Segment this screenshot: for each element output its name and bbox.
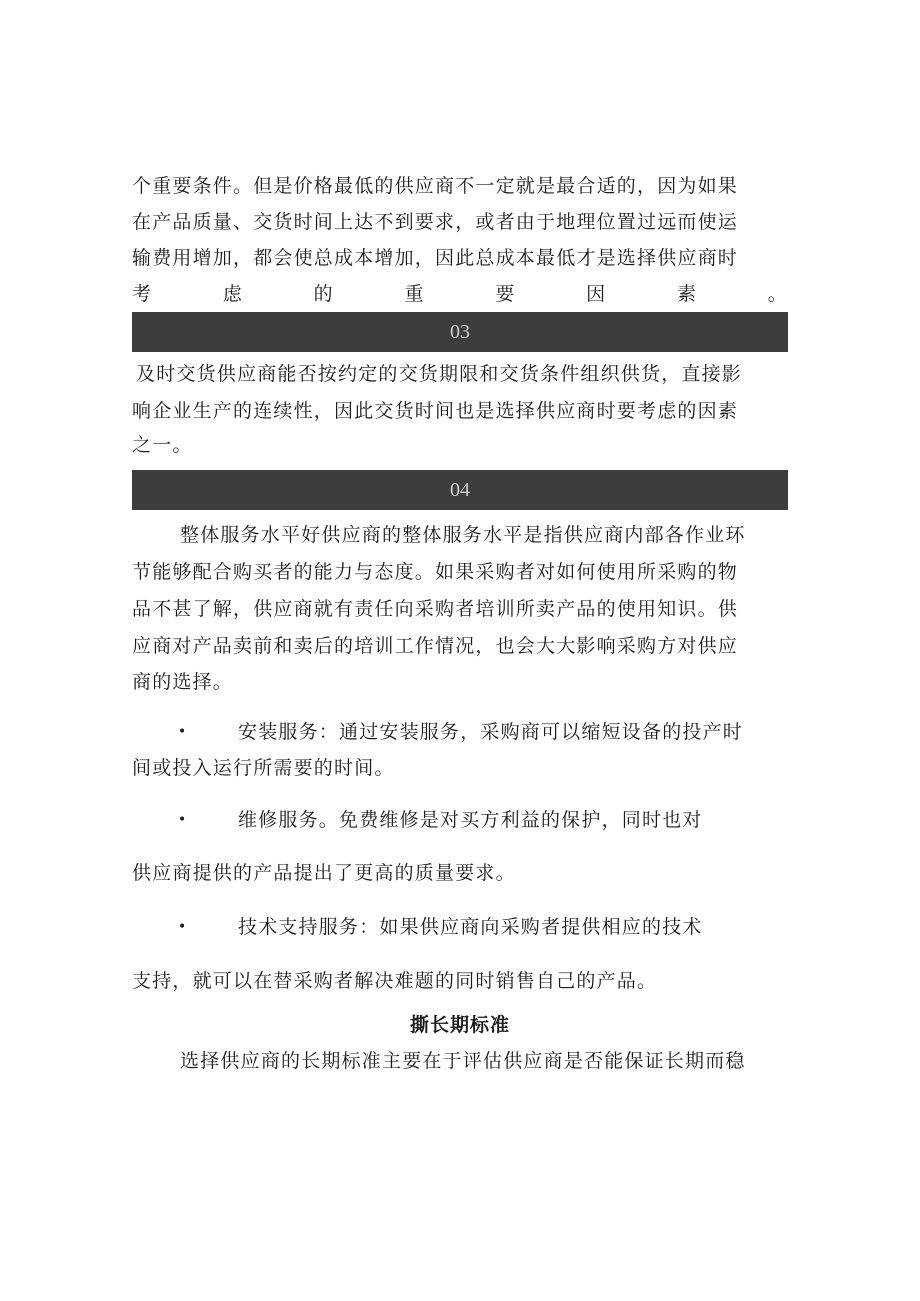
document-page bbox=[132, 170, 788, 1077]
text-line: 品不甚了解，供应商就有责任向采购者培训所卖产品的使用知识。供 bbox=[132, 598, 739, 620]
text-line: 应商对产品卖前和卖后的培训工作情况，也会大大影响采购方对供应 bbox=[132, 635, 739, 657]
text-line: 节能够配合购买者的能力与态度。如果采购者对如何使用所采购的物 bbox=[132, 561, 739, 583]
char: 的 bbox=[313, 283, 334, 305]
char: 。 bbox=[767, 283, 788, 305]
text-line: 之一。 bbox=[132, 434, 193, 456]
char: 素 bbox=[676, 283, 698, 305]
section-bar-03: 03 bbox=[132, 312, 788, 352]
text-line: 支持，就可以在替采购者解决难题的同时销售自己的产品。 bbox=[132, 970, 658, 992]
text-line: 选择供应商的长期标准主要在于评估供应商是否能保证长期而稳 bbox=[180, 1050, 746, 1072]
paragraph-delivery bbox=[132, 358, 788, 461]
text-line: 及时交货供应商能否按约定的交货期限和交货条件组织供货，直接影 bbox=[136, 363, 743, 385]
char: 因 bbox=[586, 283, 607, 305]
bullet-tech-support bbox=[132, 911, 788, 997]
text-line: 供应商提供的产品提出了更高的质量要求。 bbox=[132, 862, 516, 884]
text-line: 在产品质量、交货时间上达不到要求，或者由于地理位置过远而使运 bbox=[132, 211, 739, 233]
text-line: 个重要条件。但是价格最低的供应商不一定就是最合适的，因为如果 bbox=[132, 175, 739, 197]
bullet-text: 技术支持服务：如果供应商向采购者提供相应的技术 bbox=[238, 916, 703, 938]
bullet-text: 安装服务：通过安装服务，采购商可以缩短设备的投产时 bbox=[238, 721, 744, 743]
text-line-justified bbox=[132, 278, 788, 310]
text-line: 响企业生产的连续性，因此交货时间也是选择供应商时要考虑的因素 bbox=[132, 400, 739, 422]
bullet-text: 维修服务。免费维修是对买方利益的保护，同时也对 bbox=[238, 809, 703, 831]
bullet-icon: • bbox=[178, 724, 188, 740]
paragraph-long-term bbox=[132, 1045, 788, 1077]
text-line: 间或投入运行所需要的时间。 bbox=[132, 757, 395, 779]
bullet-icon: • bbox=[178, 812, 188, 828]
text-line: 整体服务水平好供应商的整体服务水平是指供应商内部各作业环 bbox=[180, 524, 746, 546]
char: 重 bbox=[404, 283, 425, 305]
paragraph-total-cost bbox=[132, 170, 788, 310]
char: 要 bbox=[495, 283, 516, 305]
section-heading: 撕长期标准 bbox=[409, 1014, 510, 1036]
text-line: 商的选择。 bbox=[132, 671, 234, 693]
bullet-icon: • bbox=[178, 919, 188, 935]
char: 考 bbox=[132, 283, 153, 305]
section-bar-04: 04 bbox=[132, 470, 788, 510]
char: 虑 bbox=[222, 283, 244, 305]
paragraph-service-level bbox=[132, 519, 788, 698]
bullet-install-service bbox=[132, 716, 788, 784]
bullet-repair-service bbox=[132, 804, 788, 889]
text-line: 输费用增加，都会使总成本增加，因此总成本最低才是选择供应商时 bbox=[132, 247, 739, 269]
